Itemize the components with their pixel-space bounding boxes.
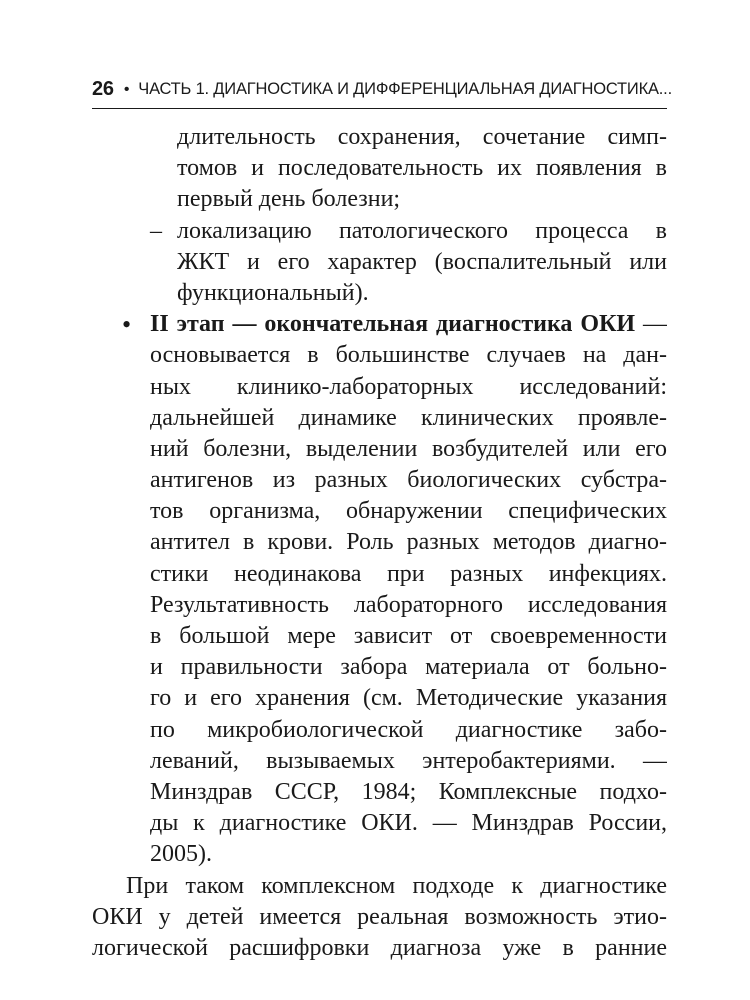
text-line: длительность сохранения, сочетание симп-: [177, 124, 667, 150]
text-line: Минздрав СССР, 1984; Комплексные подхо-: [150, 778, 667, 805]
text-line: дальнейшей динамике клинических проявле-: [150, 404, 667, 431]
text-line: в большой мере зависит от своевременности: [150, 623, 667, 649]
text-line: и правильности забора материала от больно-: [150, 654, 667, 681]
page-body: [92, 122, 667, 964]
text-line: Результативность лабораторного исследования: [150, 591, 667, 618]
bullet-icon: •: [122, 310, 132, 340]
header-bullet-icon: •: [123, 80, 130, 98]
dash-marker: –: [150, 217, 162, 244]
text-line: ных клинико-лабораторных исследований:: [150, 373, 667, 400]
header-rule: [92, 108, 667, 109]
stage-2-list-item: [122, 309, 667, 870]
body-paragraph: [92, 871, 667, 965]
stage-2-heading: [150, 309, 667, 340]
text-line: го и его хранения (см. Методические указания: [150, 685, 667, 712]
text-line: локализацию патологического процесса в: [177, 217, 667, 244]
stage-2-bold: II этап — окончательная диагностика ОКИ: [150, 311, 636, 338]
dash-list-item: [150, 216, 667, 310]
text-line: ды к диагностике ОКИ. — Минздрав России,: [150, 810, 667, 837]
text-line: первый день болезни;: [177, 186, 401, 213]
text-line: При таком комплексном подходе к диагностике: [126, 872, 667, 899]
text-line: стики неодинакова при разных инфекциях.: [150, 560, 667, 587]
text-line: ЖКТ и его характер (воспалительный или: [177, 248, 667, 275]
chapter-title: ЧАСТЬ 1. ДИАГНОСТИКА И ДИФФЕРЕНЦИАЛЬНАЯ ДИАГНОСТИКА...: [138, 80, 672, 98]
text-line: по микробиологической диагностике забо-: [150, 716, 667, 743]
stage-2-dash: —: [635, 311, 667, 338]
text-line: леваний, вызываемых энтеробактериями. —: [150, 747, 667, 774]
text-line: основывается в большинстве случаев на дан-: [150, 342, 667, 369]
text-line: антител в крови. Роль разных методов диагно-: [150, 529, 667, 556]
text-line: функциональный).: [177, 279, 369, 306]
page-number: 26: [92, 78, 114, 100]
continued-list-item: [177, 122, 667, 216]
text-line: тов организма, обнаружении специфических: [150, 498, 667, 525]
text-line: ОКИ у детей имеется реальная возможность этио-: [92, 903, 667, 930]
text-line: ний болезни, выделении возбудителей или его: [150, 435, 667, 462]
text-line: логической расшифровки диагноза уже в ранние: [92, 934, 667, 961]
text-line: томов и последовательность их появления в: [177, 155, 667, 182]
text-line: 2005).: [150, 841, 212, 868]
text-line: антигенов из разных биологических субстра-: [150, 467, 667, 494]
running-header: [92, 78, 672, 101]
